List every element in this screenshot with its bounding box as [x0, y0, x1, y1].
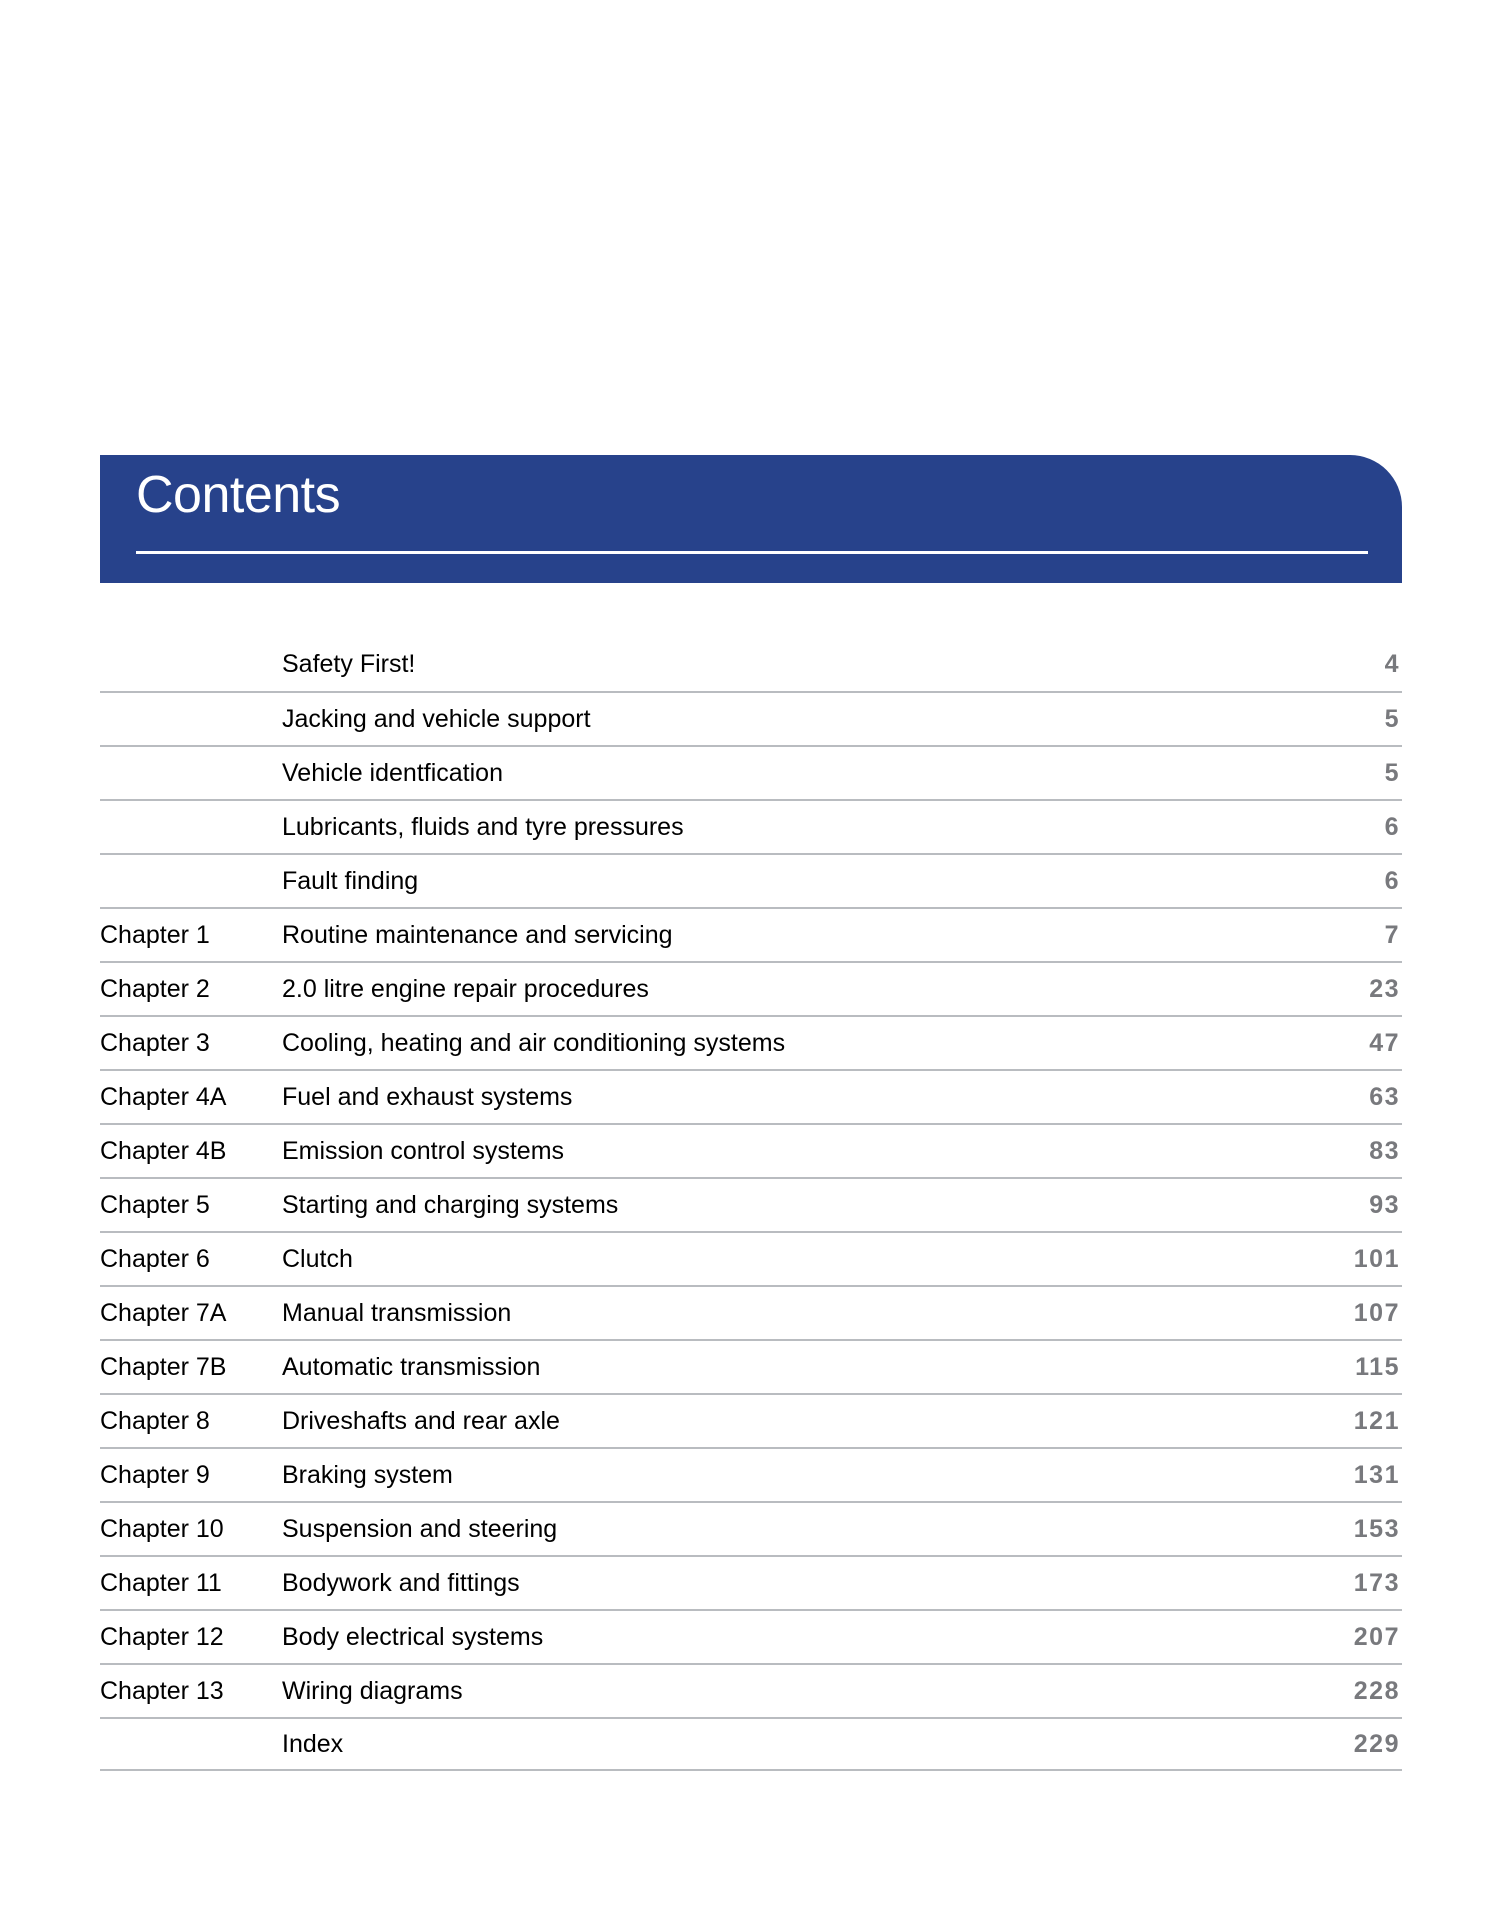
toc-page-number: 5 [1384, 758, 1400, 787]
toc-chapter-label: Chapter 8 [100, 1406, 210, 1435]
toc-page-number: 83 [1369, 1136, 1400, 1165]
page-title: Contents [136, 466, 341, 524]
toc-page-number: 131 [1353, 1460, 1400, 1489]
table-row[interactable] [100, 1663, 1402, 1717]
toc-page-number: 173 [1353, 1568, 1400, 1597]
toc-page-number: 121 [1353, 1406, 1400, 1435]
toc-chapter-label: Chapter 13 [100, 1676, 224, 1705]
toc-chapter-label: Chapter 7A [100, 1298, 227, 1327]
toc-chapter-label: Chapter 12 [100, 1622, 224, 1651]
toc-entry-title[interactable]: Emission control systems [282, 1136, 565, 1165]
toc-entry-title[interactable]: Wiring diagrams [282, 1676, 463, 1705]
toc-chapter-label: Chapter 7B [100, 1352, 227, 1381]
toc-entry-title[interactable]: Bodywork and fittings [282, 1568, 520, 1597]
toc-entry-title[interactable]: Suspension and steering [282, 1514, 558, 1543]
toc-entry-title[interactable]: 2.0 litre engine repair procedures [282, 974, 649, 1003]
toc-page-number: 4 [1384, 649, 1400, 678]
table-row[interactable] [100, 1231, 1402, 1285]
toc-page-number: 153 [1353, 1514, 1400, 1543]
toc-entry-title[interactable]: Vehicle identfication [282, 758, 503, 787]
toc-entry-title[interactable]: Driveshafts and rear axle [282, 1406, 560, 1435]
toc-entry-title[interactable]: Jacking and vehicle support [282, 704, 591, 733]
toc-entry-title[interactable]: Fuel and exhaust systems [282, 1082, 573, 1111]
toc-entry-title[interactable]: Cooling, heating and air conditioning systems [282, 1028, 786, 1057]
toc-chapter-label: Chapter 4B [100, 1136, 227, 1165]
header-divider-rule [136, 551, 1368, 554]
table-row[interactable] [100, 1717, 1402, 1771]
toc-entry-title[interactable]: Body electrical systems [282, 1622, 544, 1651]
toc-page-number: 229 [1353, 1729, 1400, 1758]
toc-page-number: 5 [1384, 704, 1400, 733]
table-row[interactable] [100, 1069, 1402, 1123]
table-row[interactable] [100, 1609, 1402, 1663]
table-row[interactable] [100, 853, 1402, 907]
table-row[interactable] [100, 1447, 1402, 1501]
toc-entry-title[interactable]: Starting and charging systems [282, 1190, 619, 1219]
toc-chapter-label: Chapter 4A [100, 1082, 227, 1111]
toc-page-number: 101 [1353, 1244, 1400, 1273]
toc-entry-title[interactable]: Manual transmission [282, 1298, 512, 1327]
table-row[interactable] [100, 1339, 1402, 1393]
table-row[interactable] [100, 1015, 1402, 1069]
toc-entry-title[interactable]: Automatic transmission [282, 1352, 541, 1381]
toc-page-number: 228 [1353, 1676, 1400, 1705]
table-row[interactable] [100, 1393, 1402, 1447]
toc-page-number: 115 [1355, 1352, 1400, 1381]
toc-chapter-label: Chapter 10 [100, 1514, 224, 1543]
table-row[interactable] [100, 637, 1402, 691]
toc-page-number: 23 [1369, 974, 1400, 1003]
toc-page-number: 47 [1369, 1028, 1400, 1057]
toc-entry-title[interactable]: Index [282, 1729, 344, 1758]
toc-page-number: 7 [1384, 920, 1400, 949]
toc-chapter-label: Chapter 5 [100, 1190, 210, 1219]
toc-entry-title[interactable]: Routine maintenance and servicing [282, 920, 673, 949]
toc-chapter-label: Chapter 3 [100, 1028, 210, 1057]
table-row[interactable] [100, 1501, 1402, 1555]
toc-page-number: 6 [1384, 812, 1400, 841]
toc-chapter-label: Chapter 1 [100, 920, 210, 949]
table-row[interactable] [100, 1285, 1402, 1339]
toc-chapter-label: Chapter 9 [100, 1460, 210, 1489]
table-of-contents [100, 637, 1402, 1771]
toc-entry-title[interactable]: Lubricants, fluids and tyre pressures [282, 812, 684, 841]
table-row[interactable] [100, 1177, 1402, 1231]
table-row[interactable] [100, 1123, 1402, 1177]
toc-chapter-label: Chapter 11 [100, 1568, 222, 1597]
toc-chapter-label: Chapter 2 [100, 974, 210, 1003]
contents-header-banner [100, 455, 1402, 583]
table-row[interactable] [100, 799, 1402, 853]
toc-entry-title[interactable]: Braking system [282, 1460, 453, 1489]
table-row[interactable] [100, 691, 1402, 745]
toc-chapter-label: Chapter 6 [100, 1244, 210, 1273]
toc-page-number: 107 [1353, 1298, 1400, 1327]
toc-entry-title[interactable]: Fault finding [282, 866, 419, 895]
toc-entry-title[interactable]: Clutch [282, 1244, 353, 1273]
toc-page-number: 63 [1369, 1082, 1400, 1111]
table-row[interactable] [100, 907, 1402, 961]
table-row[interactable] [100, 961, 1402, 1015]
toc-entry-title[interactable]: Safety First! [282, 649, 416, 678]
table-row[interactable] [100, 1555, 1402, 1609]
table-row[interactable] [100, 745, 1402, 799]
toc-page-number: 93 [1369, 1190, 1400, 1219]
toc-page-number: 207 [1353, 1622, 1400, 1651]
toc-page-number: 6 [1384, 866, 1400, 895]
